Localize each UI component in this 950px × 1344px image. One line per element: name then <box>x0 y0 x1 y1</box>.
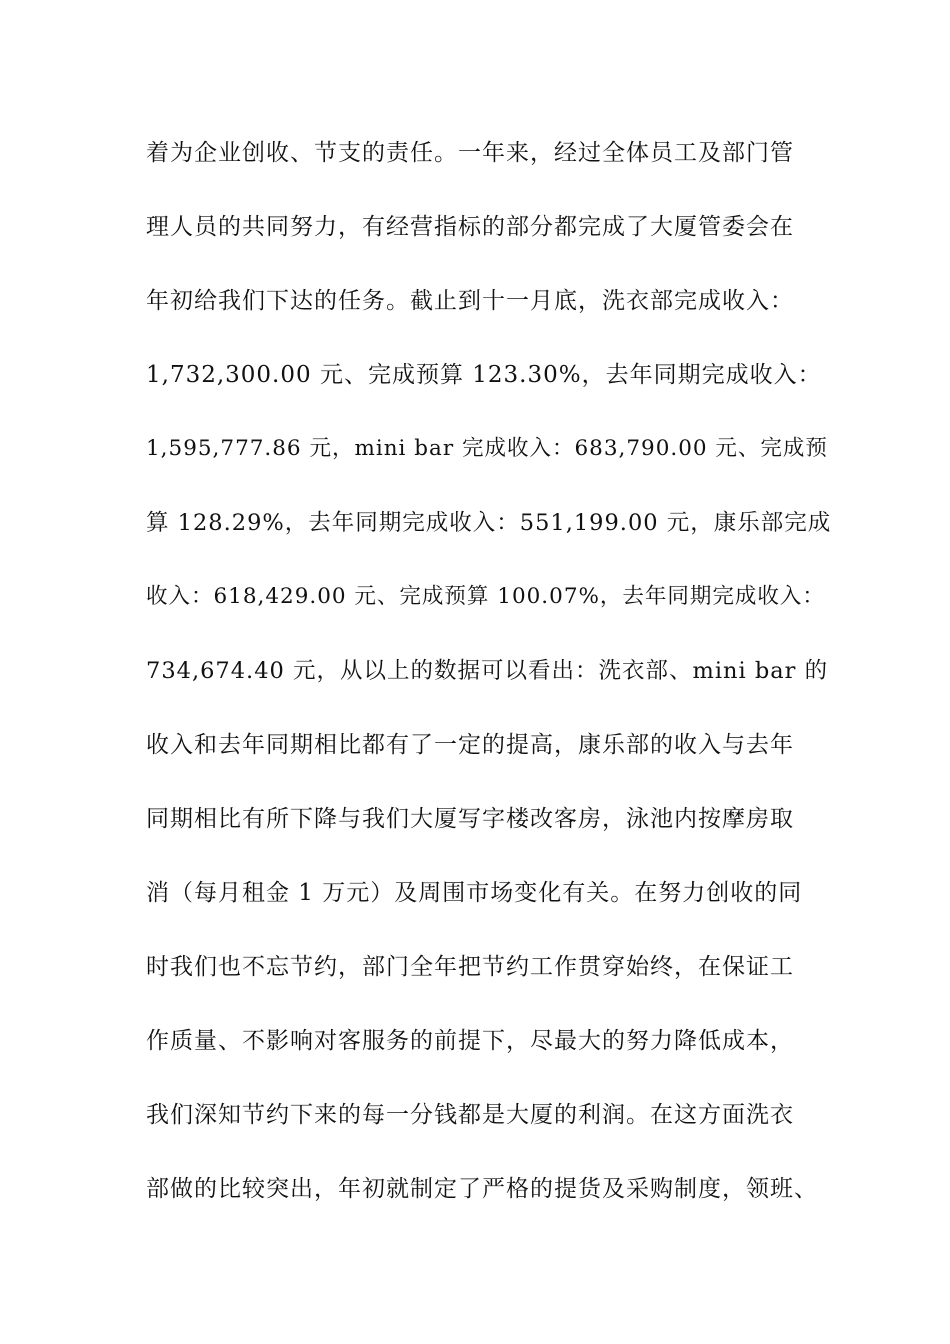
text-line: 作质量、不影响对客服务的前提下，尽最大的努力降低成本， <box>146 1028 794 1054</box>
text-line: 理人员的共同努力，有经营指标的部分都完成了大厦管委会在 <box>146 214 794 240</box>
text-line: 算 128.29%，去年同期完成收入：551,199.00 元，康乐部完成 <box>146 510 832 536</box>
text-line: 1,595,777.86 元，mini bar 完成收入：683,790.00 元、完成预 <box>146 436 828 461</box>
text-line: 年初给我们下达的任务。截止到十一月底，洗衣部完成收入： <box>146 288 794 314</box>
body-text <box>146 128 836 1238</box>
text-line: 734,674.40 元，从以上的数据可以看出：洗衣部、mini bar 的 <box>146 658 829 684</box>
text-line: 消（每月租金 1 万元）及周围市场变化有关。在努力创收的同 <box>146 880 803 906</box>
text-line: 着为企业创收、节支的责任。一年来，经过全体员工及部门管 <box>146 140 794 166</box>
text-line: 1,732,300.00 元、完成预算 123.30%，去年同期完成收入： <box>146 362 822 388</box>
text-line: 我们深知节约下来的每一分钱都是大厦的利润。在这方面洗衣 <box>146 1102 794 1128</box>
text-line: 部做的比较突出，年初就制定了严格的提货及采购制度，领班、 <box>146 1176 818 1202</box>
text-line: 时我们也不忘节约，部门全年把节约工作贯穿始终，在保证工 <box>146 954 794 980</box>
text-line: 收入：618,429.00 元、完成预算 100.07%，去年同期完成收入： <box>146 584 825 609</box>
text-line: 收入和去年同期相比都有了一定的提高，康乐部的收入与去年 <box>146 732 794 758</box>
text-line: 同期相比有所下降与我们大厦写字楼改客房，泳池内按摩房取 <box>146 806 794 832</box>
